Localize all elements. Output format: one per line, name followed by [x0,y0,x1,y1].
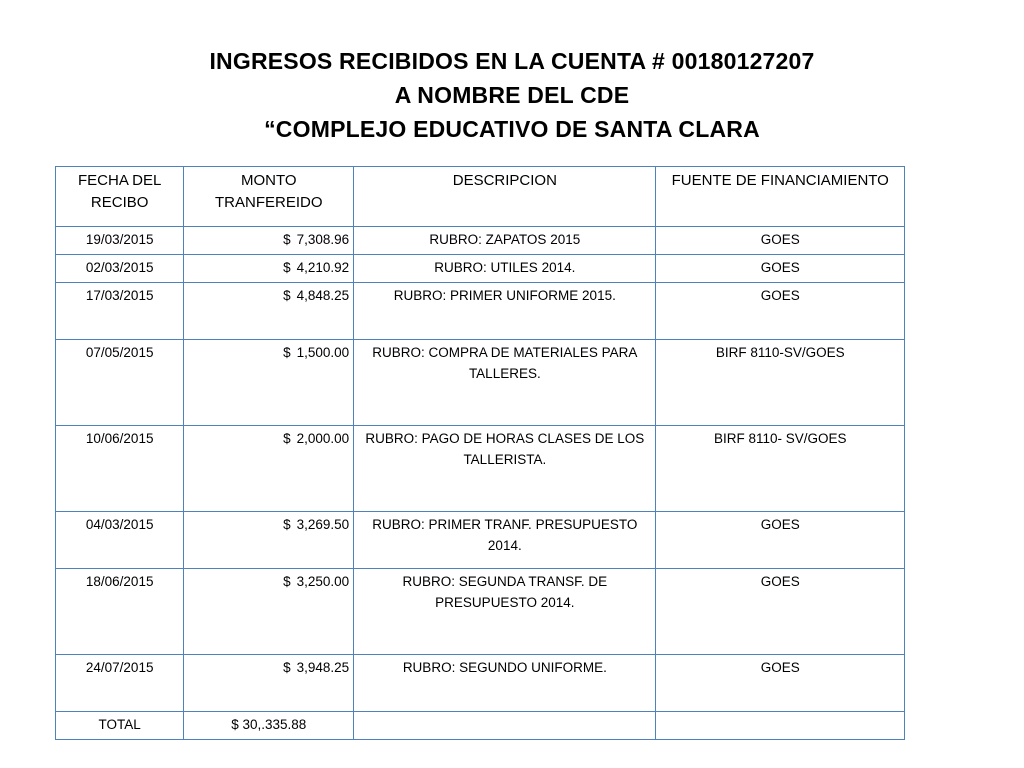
cell-date: 07/05/2015 [56,340,184,426]
cell-date: 04/03/2015 [56,512,184,569]
cell-date: 02/03/2015 [56,255,184,283]
currency-symbol: $ [283,232,291,247]
cell-source: GOES [656,283,905,340]
currency-symbol: $ [283,574,291,589]
table-row [56,426,905,512]
cell-date: 24/07/2015 [56,655,184,712]
amount-value: 1,500.00 [296,345,350,360]
currency-symbol: $ [283,431,291,446]
cell-source: BIRF 8110-SV/GOES [656,340,905,426]
header-description: DESCRIPCION [354,167,656,227]
amount-value: 2,000.00 [296,431,350,446]
total-amount: $ 30,.335.88 [184,712,354,740]
cell-source: GOES [656,255,905,283]
amount-value: 4,210.92 [296,260,350,275]
cell-amount [184,655,354,712]
cell-amount [184,340,354,426]
document-title [0,44,1024,146]
cell-description: RUBRO: SEGUNDA TRANSF. DE PRESUPUESTO 2014. [354,569,656,655]
table-row [56,255,905,283]
currency-symbol: $ [283,288,291,303]
cell-amount [184,569,354,655]
cell-date: 10/06/2015 [56,426,184,512]
cell-description: RUBRO: SEGUNDO UNIFORME. [354,655,656,712]
empty-cell [354,712,656,740]
cell-description: RUBRO: PAGO DE HORAS CLASES DE LOS TALLERISTA. [354,426,656,512]
currency-symbol: $ [283,517,291,532]
cell-source: GOES [656,512,905,569]
amount-value: 4,848.25 [296,288,350,303]
table-row [56,340,905,426]
cell-description: RUBRO: PRIMER TRANF. PRESUPUESTO 2014. [354,512,656,569]
cell-date: 18/06/2015 [56,569,184,655]
header-amount: MONTO TRANFEREIDO [184,167,354,227]
title-line-owner: A NOMBRE DEL CDE [394,82,630,108]
cell-amount [184,426,354,512]
currency-symbol: $ [283,260,291,275]
amount-value: 3,250.00 [296,574,350,589]
cell-description: RUBRO: PRIMER UNIFORME 2015. [354,283,656,340]
income-table [55,166,905,740]
cell-description: RUBRO: COMPRA DE MATERIALES PARA TALLERES. [354,340,656,426]
table-row [56,227,905,255]
title-line-account: INGRESOS RECIBIDOS EN LA CUENTA # 00180127207 [209,48,815,74]
cell-amount [184,255,354,283]
cell-description: RUBRO: UTILES 2014. [354,255,656,283]
cell-source: GOES [656,569,905,655]
cell-amount [184,227,354,255]
currency-symbol: $ [283,345,291,360]
cell-amount [184,512,354,569]
table-row [56,283,905,340]
cell-description: RUBRO: ZAPATOS 2015 [354,227,656,255]
cell-date: 19/03/2015 [56,227,184,255]
title-line-school: “COMPLEJO EDUCATIVO DE SANTA CLARA [264,116,760,142]
table-row [56,655,905,712]
cell-source: GOES [656,227,905,255]
total-row [56,712,905,740]
header-date: FECHA DEL RECIBO [56,167,184,227]
cell-amount [184,283,354,340]
amount-value: 3,269.50 [296,517,350,532]
amount-value: 3,948.25 [296,660,350,675]
table-row [56,512,905,569]
table-header-row [56,167,905,227]
currency-symbol: $ [283,660,291,675]
header-source: FUENTE DE FINANCIAMIENTO [656,167,905,227]
cell-source: GOES [656,655,905,712]
amount-value: 7,308.96 [296,232,350,247]
total-label: TOTAL [56,712,184,740]
cell-date: 17/03/2015 [56,283,184,340]
cell-source: BIRF 8110- SV/GOES [656,426,905,512]
empty-cell [656,712,905,740]
table-row [56,569,905,655]
